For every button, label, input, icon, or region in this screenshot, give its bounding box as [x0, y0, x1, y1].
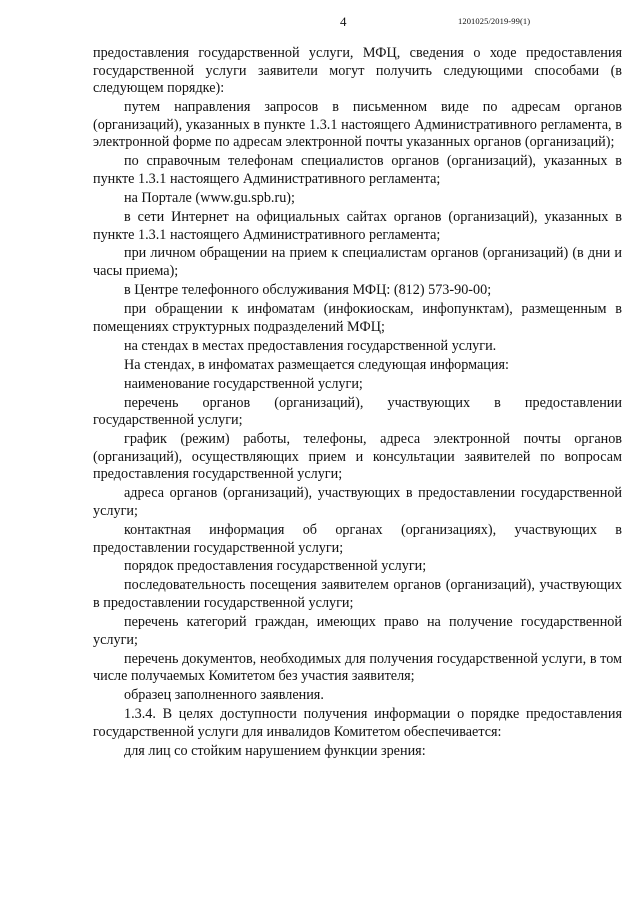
document-code: 1201025/2019-99(1) [458, 16, 531, 26]
paragraph: порядок предоставления государственной услуги; [124, 558, 427, 575]
page-number: 4 [340, 14, 347, 29]
paragraph: образец заполненного заявления. [124, 687, 324, 704]
paragraph: в сети Интернет на официальных сайтах органов (организаций), указанных в пункте 1.3.1 настоящего Административного регламента; [93, 208, 622, 243]
paragraph: при личном обращении на прием к специалистам органов (организаций) (в дни и часы приема); [93, 245, 622, 280]
paragraph: путем направления запросов в письменном виде по адресам органов (организаций), указанных в пункте 1.3.1 настоящего Административного регламента, в электронной форме по адресам электронной почты указанных органов (организаций); [93, 99, 622, 151]
paragraph: 1.3.4. В целях доступности получения информации о порядке предоставления государственной услуги для инвалидов Комитетом обеспечивается: [93, 706, 622, 740]
paragraph: предоставления государственной услуги, МФЦ, сведения о ходе предоставления государственной услуги заявители могут получить следующими способами (в следующем порядке): [93, 45, 622, 97]
paragraph: На стендах, в инфоматах размещается следующая информация: [124, 356, 509, 373]
paragraph: наименование государственной услуги; [124, 375, 363, 392]
paragraph: перечень категорий граждан, имеющих право на получение государственной услуги; [93, 614, 622, 648]
paragraph: для лиц со стойким нарушением функции зрения: [124, 742, 426, 759]
paragraph: последовательность посещения заявителем органов (организаций), участвующих в предоставлении государственной услуги; [93, 577, 622, 612]
paragraph: на Портале (www.gu.spb.ru); [124, 189, 295, 206]
paragraph: перечень документов, необходимых для получения государственной услуги, в том числе получаемых Комитетом без участия заявителя; [93, 650, 622, 685]
document-body [93, 45, 622, 760]
paragraph: перечень органов (организаций), участвующих в предоставлении государственной услуги; [93, 394, 622, 429]
paragraph: график (режим) работы, телефоны, адреса электронной почты органов (организаций), осуществляющих прием и консультации заявителей по вопросам предоставления государственной услуги; [93, 431, 622, 483]
paragraph: в Центре телефонного обслуживания МФЦ: (812) 573-90-00; [124, 282, 492, 299]
paragraph: при обращении к инфоматам (инфокиоскам, инфопунктам), размещенным в помещениях структурных подразделений МФЦ; [93, 301, 622, 335]
paragraph: адреса органов (организаций), участвующих в предоставлении государственной услуги; [93, 485, 622, 519]
paragraph: на стендах в местах предоставления государственной услуги. [124, 337, 497, 354]
paragraph: контактная информация об органах (организациях), участвующих в предоставлении государственной услуги; [93, 521, 622, 556]
paragraph: по справочным телефонам специалистов органов (организаций), указанных в пункте 1.3.1 настоящего Административного регламента; [93, 153, 622, 187]
